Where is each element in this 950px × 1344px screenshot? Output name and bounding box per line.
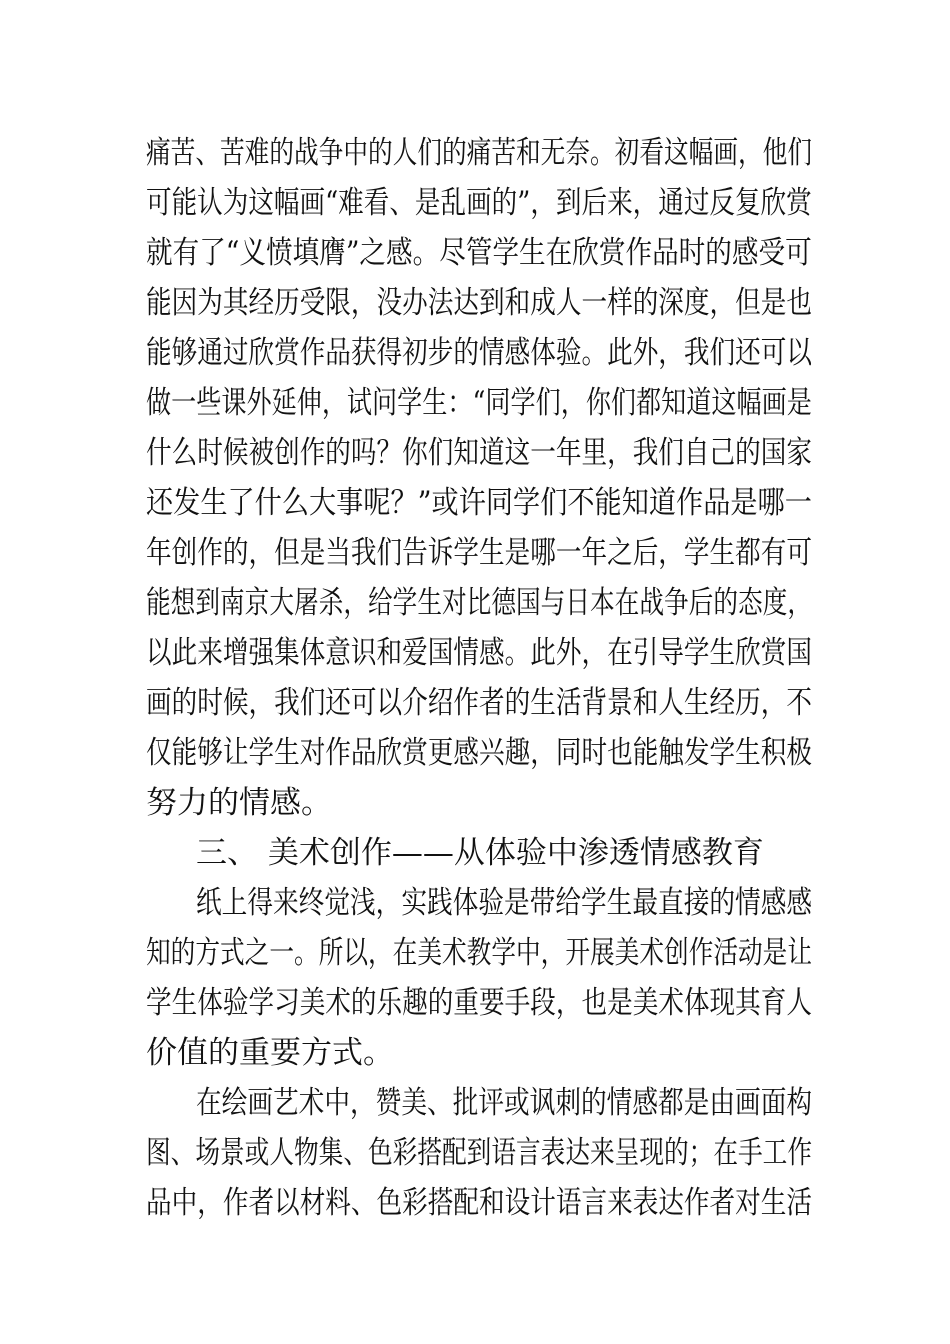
- body-text-line: 痛苦、苦难的战争中的人们的痛苦和无奈。初看这幅画，他们: [146, 135, 813, 171]
- body-text-line: 可能认为这幅画“难看、是乱画的”，到后来，通过反复欣赏: [146, 185, 812, 221]
- body-text-line: 做一些课外延伸，试问学生：“同学们，你们都知道这幅画是: [146, 385, 812, 421]
- body-text-line: 能够通过欣赏作品获得初步的情感体验。此外，我们还可以: [146, 335, 812, 371]
- body-text-line: 知的方式之一。所以，在美术教学中，开展美术创作活动是让: [146, 935, 813, 971]
- body-text-line: 还发生了什么大事呢？”或许同学们不能知道作品是哪一: [146, 485, 812, 521]
- body-text-line: 就有了“义愤填膺”之感。尽管学生在欣赏作品时的感受可: [146, 235, 812, 271]
- body-text-line: 仅能够让学生对作品欣赏更感兴趣，同时也能触发学生积极: [146, 735, 812, 771]
- body-text-line: 年创作的，但是当我们告诉学生是哪一年之后，学生都有可: [146, 535, 812, 571]
- body-text-line: 以此来增强集体意识和爱国情感。此外，在引导学生欣赏国: [146, 635, 812, 671]
- section-heading: 三、 美术创作——从体验中渗透情感教育: [196, 835, 764, 871]
- body-text-line: 能因为其经历受限，没办法达到和成人一样的深度，但是也: [146, 285, 812, 321]
- body-text-line: 什么时候被创作的吗？你们知道这一年里，我们自己的国家: [146, 435, 812, 471]
- body-text-line: 价值的重要方式。: [146, 1035, 394, 1071]
- body-text-line: 努力的情感。: [146, 785, 332, 821]
- body-text-line: 品中，作者以材料、色彩搭配和设计语言来表达作者对生活: [146, 1185, 812, 1221]
- body-text-line: 纸上得来终觉浅，实践体验是带给学生最直接的情感感: [196, 885, 813, 921]
- body-text-line: 图、场景或人物集、色彩搭配到语言表达来呈现的；在手工作: [146, 1135, 813, 1171]
- body-text-line: 在绘画艺术中，赞美、批评或讽刺的情感都是由画面构: [196, 1085, 813, 1121]
- body-text-line: 学生体验学习美术的乐趣的重要手段，也是美术体现其育人: [146, 985, 812, 1021]
- body-text-line: 画的时候，我们还可以介绍作者的生活背景和人生经历，不: [146, 685, 812, 721]
- body-text-line: 能想到南京大屠杀，给学生对比德国与日本在战争后的态度，: [146, 585, 813, 621]
